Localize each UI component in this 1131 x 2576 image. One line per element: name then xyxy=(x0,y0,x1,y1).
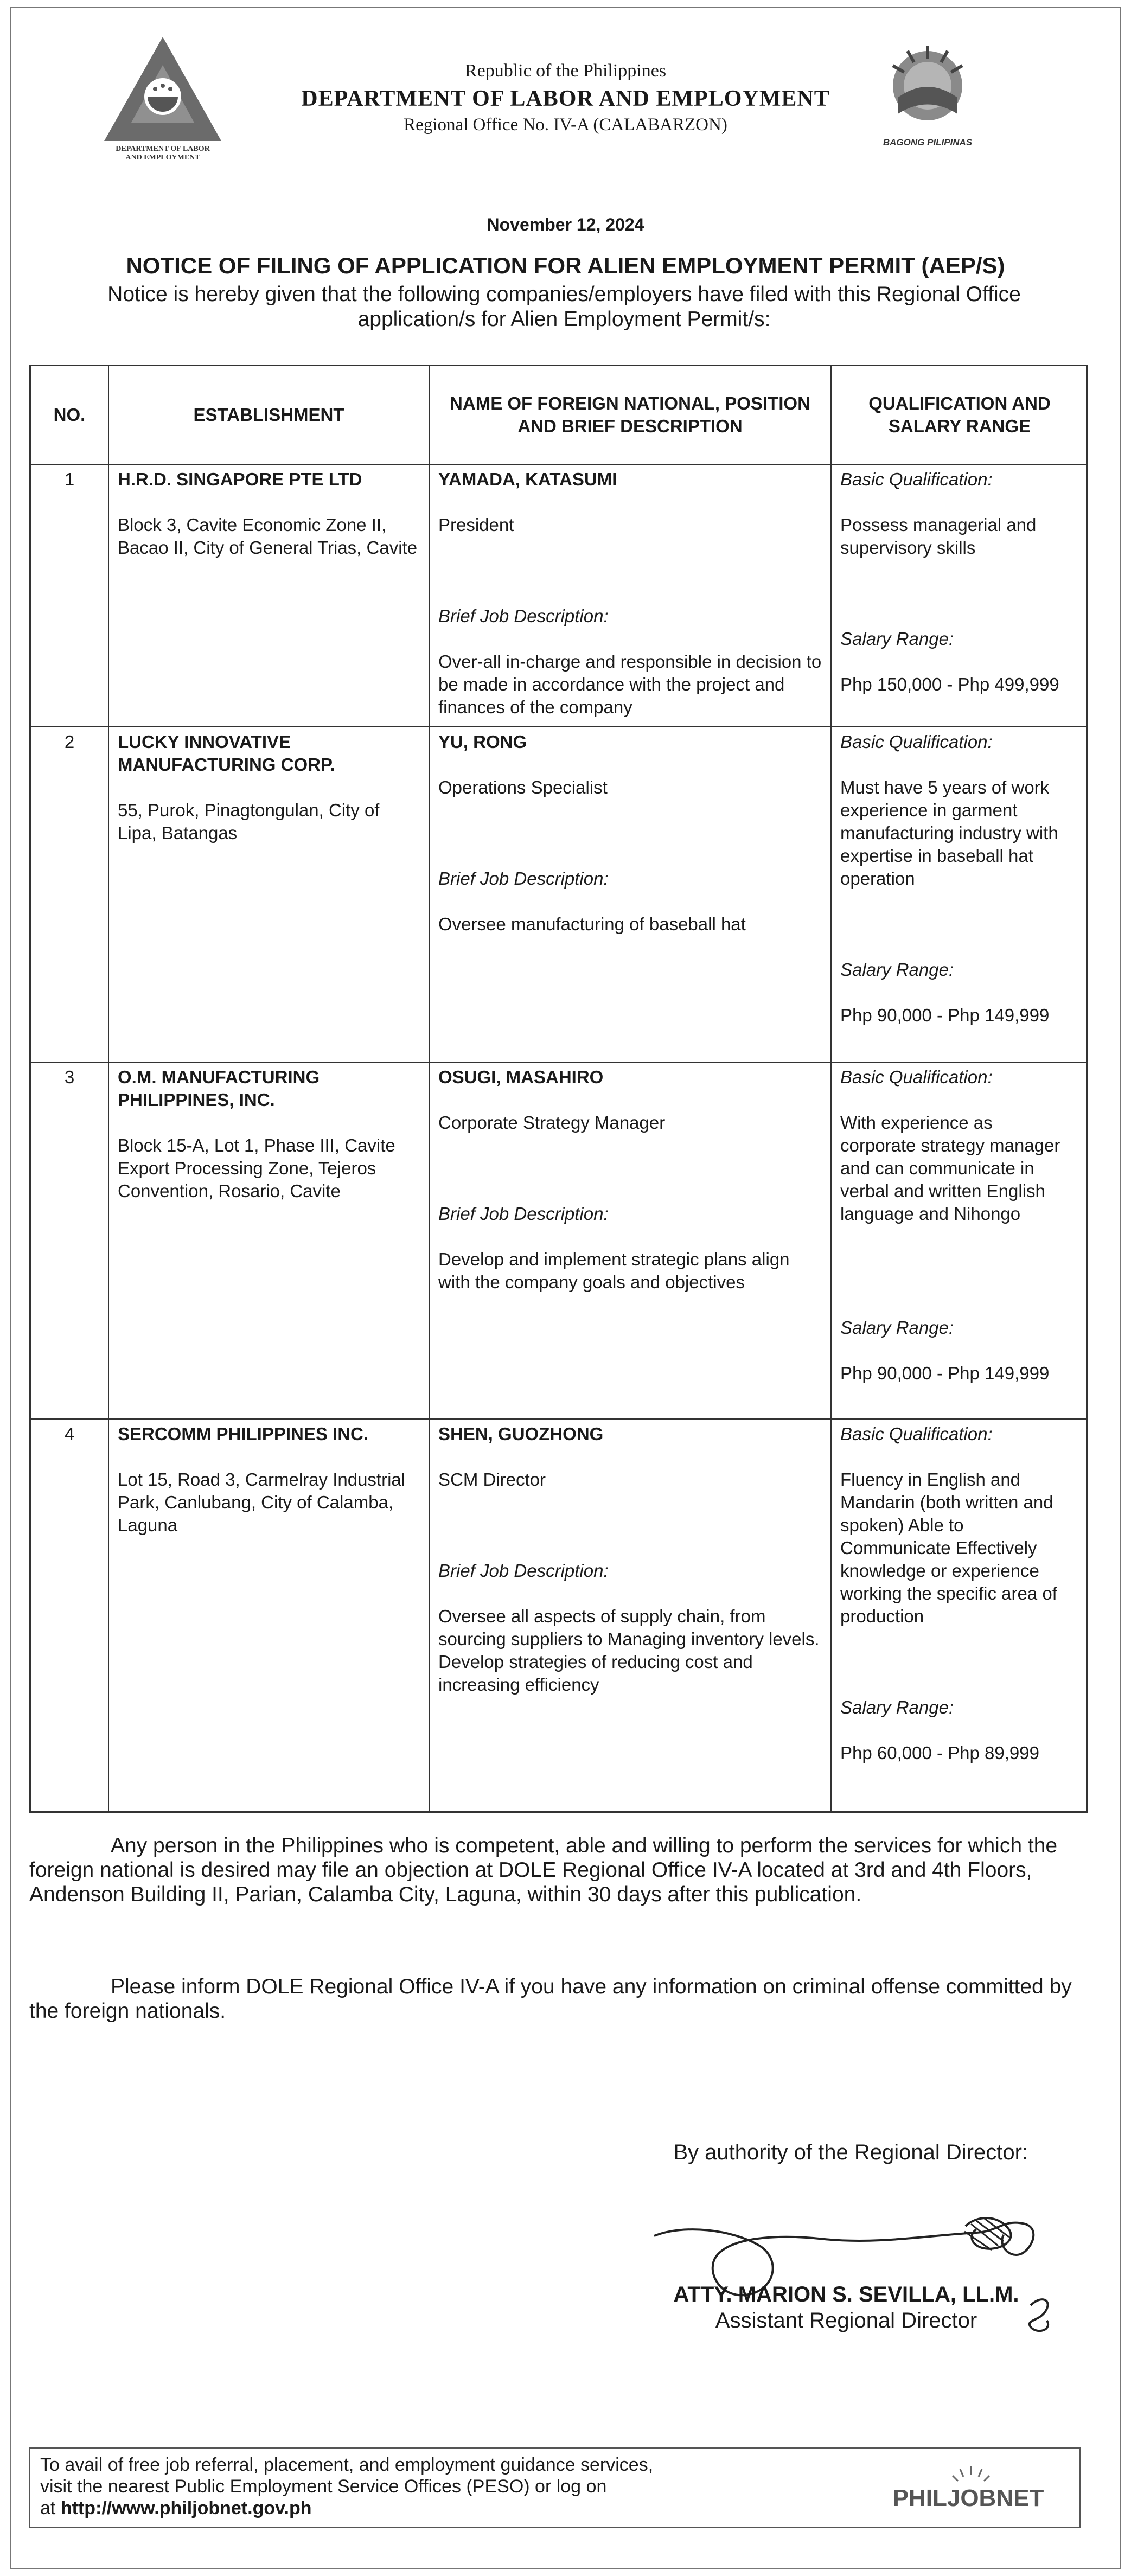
authority-line: By authority of the Regional Director: xyxy=(673,2140,1028,2164)
signatory-name: ATTY. MARION S. SEVILLA, LL.M. xyxy=(673,2283,1019,2306)
row-3-description: Develop and implement strategic plans align with the company goals and objectives xyxy=(438,1249,790,1292)
dole-logo-text-2: AND EMPLOYMENT xyxy=(125,154,200,162)
notice-title: NOTICE OF FILING OF APPLICATION FOR ALIEN EMPLOYMENT PERMIT (AEP/S) xyxy=(126,253,1005,278)
row-4-qual-label: Basic Qualification: xyxy=(840,1424,993,1444)
row-3-brief-label: Brief Job Description: xyxy=(438,1204,609,1224)
row-2-no: 2 xyxy=(64,732,75,752)
row-2-description: Oversee manufacturing of baseball hat xyxy=(438,914,746,934)
footer-line-3-prefix: at xyxy=(40,2498,61,2519)
row-2-brief-label: Brief Job Description: xyxy=(438,868,609,889)
row-4-position: SCM Director xyxy=(438,1469,546,1490)
row-3-qualification: With experience as corporate strategy manager and can communicate in verbal and written English language and Nihongo xyxy=(840,1113,1060,1224)
header-establishment: ESTABLISHMENT xyxy=(193,405,344,425)
footer-text xyxy=(40,2454,653,2519)
row-divider xyxy=(31,1418,1086,1420)
row-1-company: H.R.D. SINGAPORE PTE LTD xyxy=(118,469,362,489)
row-4-name: SHEN, GUOZHONG xyxy=(438,1424,604,1444)
row-4-salary: Php 60,000 - Php 89,999 xyxy=(840,1743,1039,1763)
row-3-company: O.M. MANUFACTURING PHILIPPINES, INC. xyxy=(118,1067,320,1110)
col-divider xyxy=(830,366,832,1811)
row-2-qual-label: Basic Qualification: xyxy=(840,732,993,752)
row-3-name: OSUGI, MASAHIRO xyxy=(438,1067,604,1087)
row-1-no: 1 xyxy=(64,469,75,489)
row-1-brief-label: Brief Job Description: xyxy=(438,606,609,626)
row-3-address: Block 15-A, Lot 1, Phase III, Cavite Export Processing Zone, Tejeros Convention, Rosario, Cavite xyxy=(118,1135,395,1201)
row-1-position: President xyxy=(438,515,514,535)
philjobnet-logo xyxy=(890,2456,1047,2521)
header-foreign-national: NAME OF FOREIGN NATIONAL, POSITION AND BRIEF DESCRIPTION xyxy=(450,393,810,436)
header-no: NO. xyxy=(53,405,86,425)
footer-line-3 xyxy=(40,2497,653,2519)
row-4-salary-label: Salary Range: xyxy=(840,1697,954,1717)
header-department: DEPARTMENT OF LABOR AND EMPLOYMENT xyxy=(301,86,830,111)
row-2-address: 55, Purok, Pinagtongulan, City of Lipa, Batangas xyxy=(118,800,380,843)
row-2-name: YU, RONG xyxy=(438,732,527,752)
row-1-qualification: Possess managerial and supervisory skills xyxy=(840,515,1037,558)
row-2-salary-label: Salary Range: xyxy=(840,960,954,980)
row-divider xyxy=(31,726,1086,727)
header-regional-office: Regional Office No. IV-A (CALABARZON) xyxy=(404,115,727,135)
objection-paragraph: Any person in the Philippines who is competent, able and willing to perform the services for which the foreign national is desired may file an objection at DOLE Regional Office IV-A located at 3rd and 4th Floors, Andenson Building II, Parian, Calamba City, Laguna, within 30 days after this publication. xyxy=(29,1834,1058,1906)
row-1-salary: Php 150,000 - Php 499,999 xyxy=(840,674,1059,694)
notice-date: November 12, 2024 xyxy=(487,215,644,234)
row-2-qualification: Must have 5 years of work experience in garment manufacturing industry with expertise in baseball hat operation xyxy=(840,777,1058,889)
signatory-title: Assistant Regional Director xyxy=(715,2309,977,2332)
inform-paragraph: Please inform DOLE Regional Office IV-A if you have any information on criminal offense committed by the foreign nationals. xyxy=(29,1975,1072,2023)
col-divider xyxy=(108,366,109,1811)
row-1-address: Block 3, Cavite Economic Zone II, Bacao II, City of General Trias, Cavite xyxy=(118,515,418,558)
row-4-qualification: Fluency in English and Mandarin (both written and spoken) Able to Communicate Effectively knowledge or experience working the specific area of production xyxy=(840,1469,1057,1626)
row-4-brief-label: Brief Job Description: xyxy=(438,1561,609,1581)
footer-line-2: visit the nearest Public Employment Service Offices (PESO) or log on xyxy=(40,2476,607,2497)
row-2-position: Operations Specialist xyxy=(438,777,608,797)
footer-box xyxy=(29,2447,1081,2528)
row-4-address: Lot 15, Road 3, Carmelray Industrial Park, Canlubang, City of Calamba, Laguna xyxy=(118,1469,406,1535)
row-3-qual-label: Basic Qualification: xyxy=(840,1067,993,1087)
row-1-qual-label: Basic Qualification: xyxy=(840,469,993,489)
row-4-description: Oversee all aspects of supply chain, from sourcing suppliers to Managing inventory levels. Develop strategies of reducing cost and increasing efficiency xyxy=(438,1606,820,1695)
row-3-no: 3 xyxy=(64,1067,75,1087)
aep-table xyxy=(29,365,1088,1813)
philjobnet-link[interactable]: http://www.philjobnet.gov.ph xyxy=(60,2498,312,2519)
row-1-name: YAMADA, KATASUMI xyxy=(438,469,617,489)
row-4-company: SERCOMM PHILIPPINES INC. xyxy=(118,1424,369,1444)
row-1-salary-label: Salary Range: xyxy=(840,629,954,649)
header-republic: Republic of the Philippines xyxy=(464,61,667,81)
row-divider xyxy=(31,464,1086,465)
bagong-pilipinas-text: BAGONG PILIPINAS xyxy=(883,137,973,148)
col-divider xyxy=(429,366,430,1811)
row-3-position: Corporate Strategy Manager xyxy=(438,1113,666,1133)
philjobnet-logo-text: PHILJOBNET xyxy=(892,2485,1044,2511)
row-divider xyxy=(31,1062,1086,1063)
row-2-salary: Php 90,000 - Php 149,999 xyxy=(840,1005,1050,1025)
row-3-salary: Php 90,000 - Php 149,999 xyxy=(840,1363,1050,1383)
dole-logo-text-1: DEPARTMENT OF LABOR xyxy=(116,145,210,153)
header-qualification: QUALIFICATION AND SALARY RANGE xyxy=(868,393,1051,436)
row-1-description: Over-all in-charge and responsible in decision to be made in accordance with the project and finances of the company xyxy=(438,651,822,717)
footer-line-1: To avail of free job referral, placement, and employment guidance services, xyxy=(40,2454,654,2475)
notice-intro: Notice is hereby given that the following companies/employers have filed with this Regional Office application/s for Alien Employment Permit/s: xyxy=(107,283,1021,331)
row-2-company: LUCKY INNOVATIVE MANUFACTURING CORP. xyxy=(118,732,335,775)
row-3-salary-label: Salary Range: xyxy=(840,1318,954,1338)
row-4-no: 4 xyxy=(64,1424,75,1444)
